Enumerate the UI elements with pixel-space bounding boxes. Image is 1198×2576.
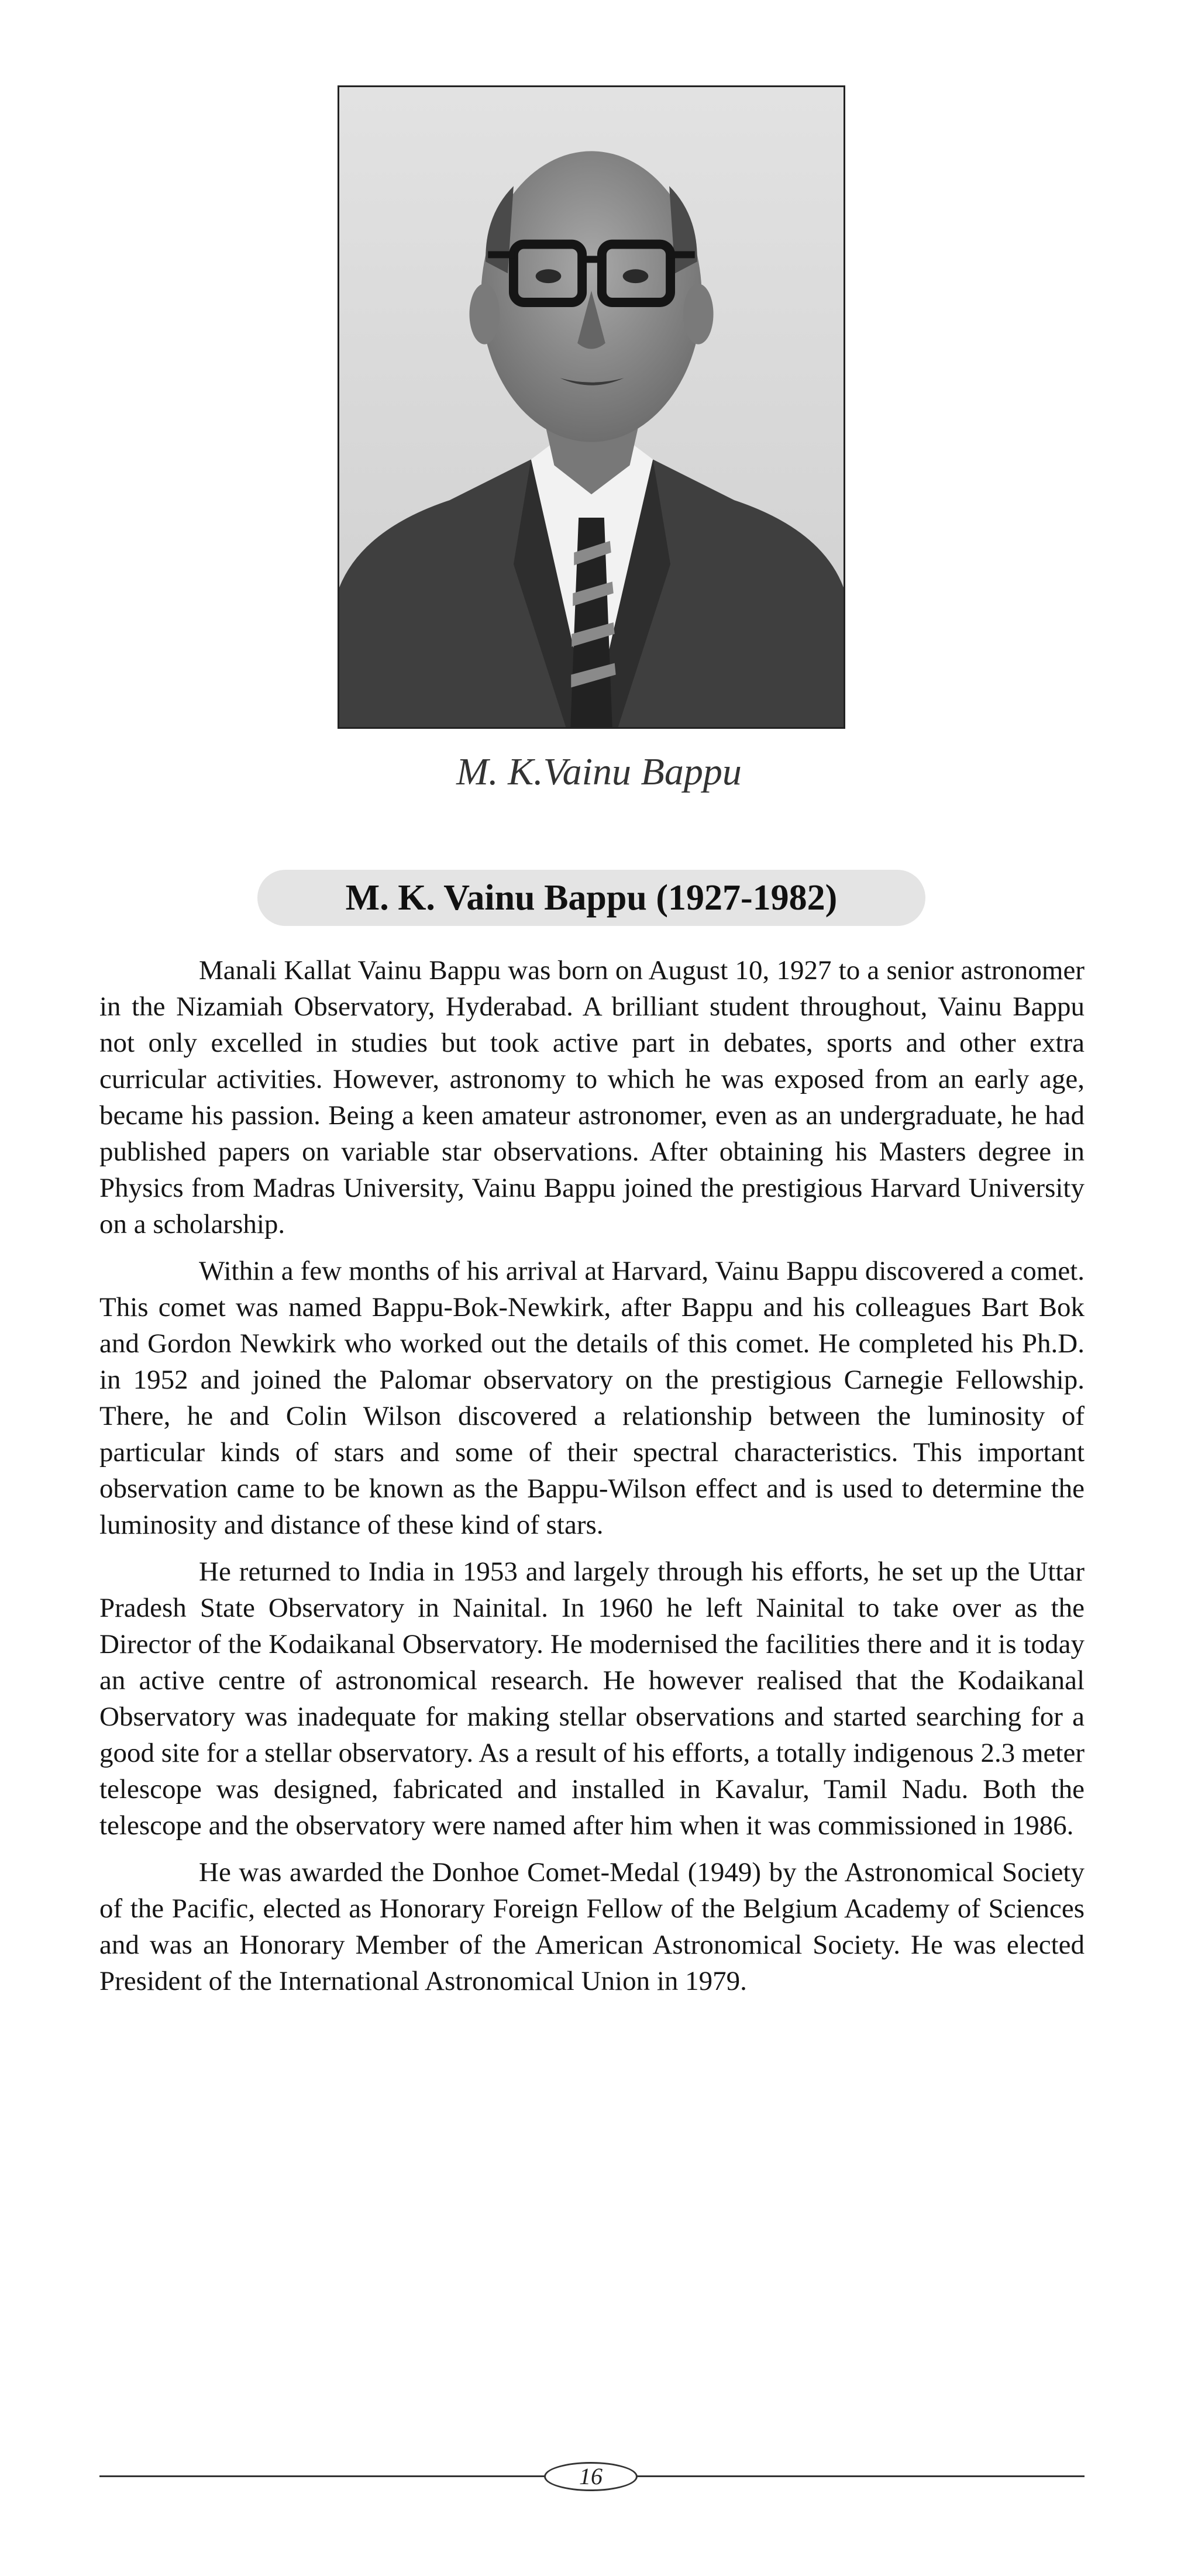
paragraph-awards: He was awarded the Donhoe Comet-Medal (1949) by the Astronomical Society of the Pacific, elected as Honorary Foreign Fellow of the Belgium Academy of Sciences and was an Honorary Member of the American Astronomical Society. He was elected President of the International Astronomical Union in 1979. xyxy=(99,1857,1085,1996)
paragraph-early-life: Manali Kallat Vainu Bappu was born on August 10, 1927 to a senior astronomer in the Nizamiah Observatory, Hyderabad. A brilliant student throughout, Vainu Bappu not only excelled in studies but took active part in debates, sports and other extra curricular activities. However, astronomy to which he was exposed from an early age, became his passion. Being a keen amateur astronomer, even as an undergraduate, he had published papers on variable star observations. After obtaining his Masters degree in Physics from Madras University, Vainu Bappu joined the prestigious Harvard University on a scholarship. xyxy=(99,955,1085,1239)
biography-body xyxy=(99,952,1085,2010)
page-number-badge xyxy=(544,2462,638,2491)
portrait-photo xyxy=(338,85,845,729)
title-banner xyxy=(257,870,925,926)
page-number: 16 xyxy=(579,2463,603,2489)
paragraph-india-observatories: He returned to India in 1953 and largely through his efforts, he set up the Uttar Pradesh State Observatory in Nainital. In 1960 he left Nainital to take over as the Director of the Kodaikanal Observatory. He modernised the facilities there and it is today an active centre of astronomical research. He however realised that the Kodaikanal Observatory was inadequate for making stellar observations and started searching for a good site for a stellar observatory. As a result of his efforts, a totally indigenous 2.3 meter telescope was designed, fabricated and installed in Kavalur, Tamil Nadu. Both the telescope and the observatory were named after him when it was commissioned in 1986. xyxy=(99,1556,1085,1841)
page-title: M. K. Vainu Bappu (1927-1982) xyxy=(345,878,838,918)
paragraph-harvard: Within a few months of his arrival at Harvard, Vainu Bappu discovered a comet. This comet was named Bappu-Bok-Newkirk, after Bappu and his colleagues Bart Bok and Gordon Newkirk who worked out the details of this comet. He completed his Ph.D. in 1952 and joined the Palomar observatory on the prestigious Carnegie Fellowship. There, he and Colin Wilson discovered a relationship between the luminosity of particular kinds of stars and some of their spectral characteristics. This important observation came to be known as the Bappu-Wilson effect and is used to determine the luminosity and distance of these kind of stars. xyxy=(99,1256,1085,1540)
photo-caption: M. K.Vainu Bappu xyxy=(456,750,742,793)
portrait-photo-icon xyxy=(339,87,844,727)
